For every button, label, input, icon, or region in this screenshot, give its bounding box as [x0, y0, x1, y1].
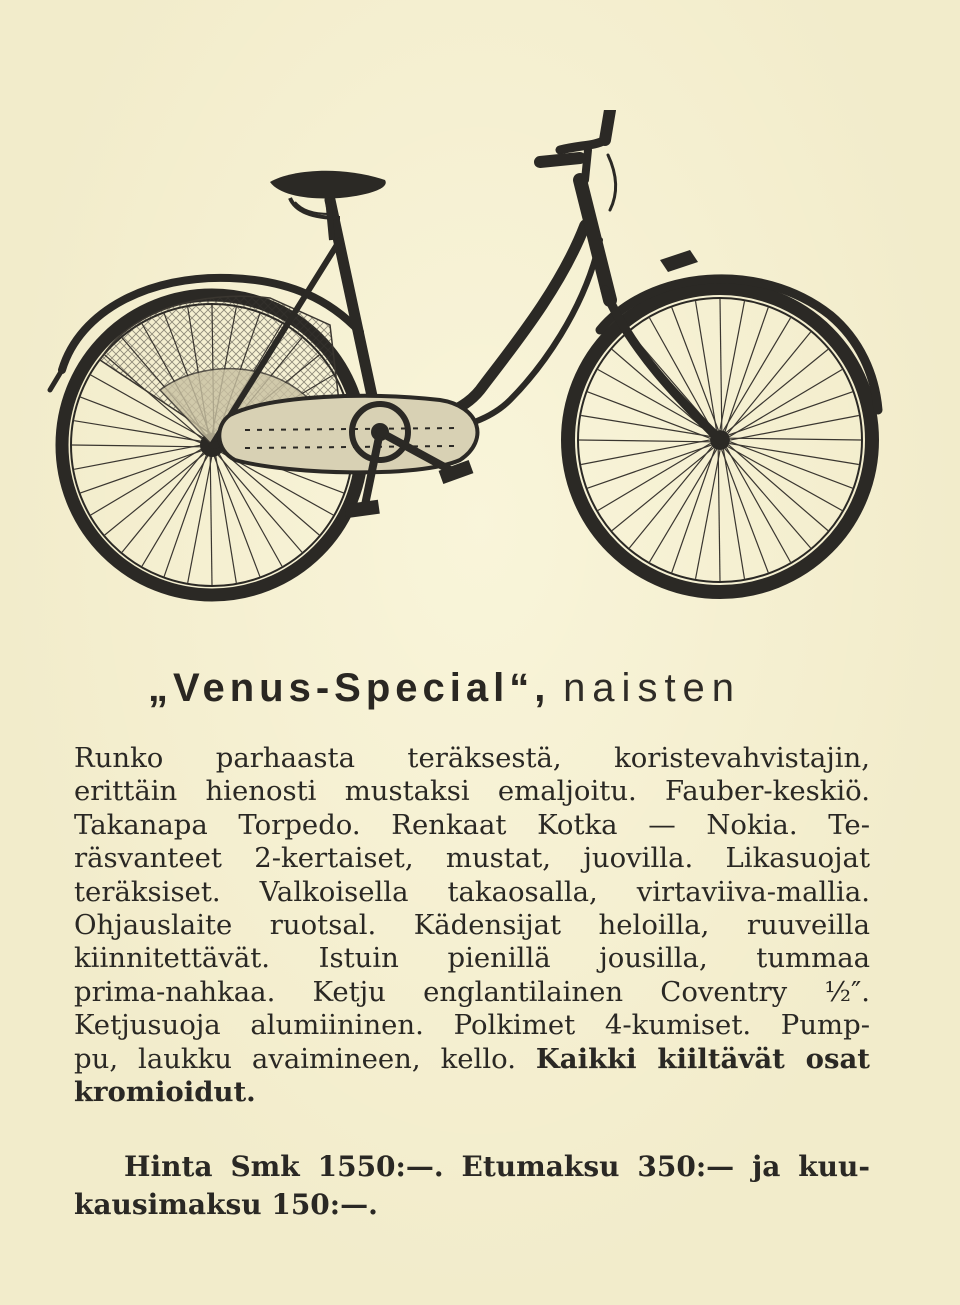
- product-description: [74, 742, 870, 1109]
- description-line-mixed: [74, 1043, 870, 1076]
- description-text: pu, laukku avaimineen, kello.: [74, 1042, 516, 1075]
- spoke: [218, 453, 282, 567]
- description-line: prima-nahkaa. Ketju englantilainen Coventry ½″.: [74, 975, 870, 1008]
- spoke: [214, 455, 260, 577]
- model-category: naisten: [563, 666, 742, 710]
- price-line: Hinta Smk 1550:—. Etumaksu 350:— ja kuu-: [124, 1150, 870, 1183]
- spoke: [215, 454, 236, 582]
- spoke: [729, 370, 842, 437]
- spoke: [122, 451, 204, 552]
- saddle-icon: [270, 171, 386, 240]
- product-headline: [148, 664, 848, 712]
- spoke: [728, 446, 842, 510]
- spoke: [725, 449, 811, 548]
- spoke: [729, 443, 858, 464]
- spoke: [142, 454, 209, 566]
- description-emphasis: Kaikki kiiltävät osat: [535, 1042, 870, 1075]
- spoke: [723, 318, 790, 431]
- spoke: [726, 448, 790, 562]
- spoke: [718, 450, 720, 581]
- description-line: kiinnitettävät. Istuin pienillä jousilla, tummaa: [74, 942, 870, 975]
- bell-icon: [660, 250, 698, 272]
- spoke: [629, 446, 712, 548]
- spoke: [105, 453, 206, 535]
- description-line: räsvanteet 2-kertaiset, mustat, juovilla. Likasuojat: [74, 842, 870, 875]
- spoke: [581, 416, 710, 437]
- spoke: [72, 445, 202, 447]
- spoke: [579, 440, 710, 442]
- price-block: [74, 1148, 870, 1224]
- description-line: Ohjauslaite ruotsal. Kädensijat heloilla, ruuveilla: [74, 909, 870, 942]
- spoke: [210, 455, 212, 585]
- bicycle-illustration: [40, 110, 900, 630]
- spoke: [696, 301, 717, 430]
- description-line: teräksiset. Valkoisella takaosalla, virtaviiva-mallia.: [74, 875, 870, 908]
- spoke: [598, 443, 711, 510]
- spoke: [728, 332, 811, 434]
- spoke: [730, 442, 853, 489]
- model-name: „Venus-Special“,: [148, 666, 551, 710]
- spoke: [723, 449, 744, 578]
- description-line: Runko parhaasta teräksestä, koristevahvistajin,: [74, 742, 870, 774]
- spoke: [720, 299, 722, 430]
- spoke: [598, 370, 712, 434]
- spoke: [612, 448, 714, 531]
- price-line: kausimaksu 150:—.: [74, 1188, 378, 1221]
- spoke: [74, 421, 202, 442]
- spoke: [729, 445, 828, 531]
- spoke: [722, 450, 769, 573]
- description-line: Ketjusuoja alumiininen. Polkimet 4-kumiset. Pump-: [74, 1009, 870, 1042]
- spoke: [650, 449, 717, 562]
- description-emphasis-end: kromioidut.: [74, 1076, 256, 1109]
- spoke: [726, 349, 828, 432]
- description-line: Takanapa Torpedo. Renkaat Kotka — Nokia. Te-: [74, 808, 870, 841]
- description-line: erittäin hienosti mustaksi emaljoitu. Fauber-keskiö.: [74, 775, 870, 808]
- spoke: [91, 448, 203, 515]
- spoke: [730, 438, 861, 440]
